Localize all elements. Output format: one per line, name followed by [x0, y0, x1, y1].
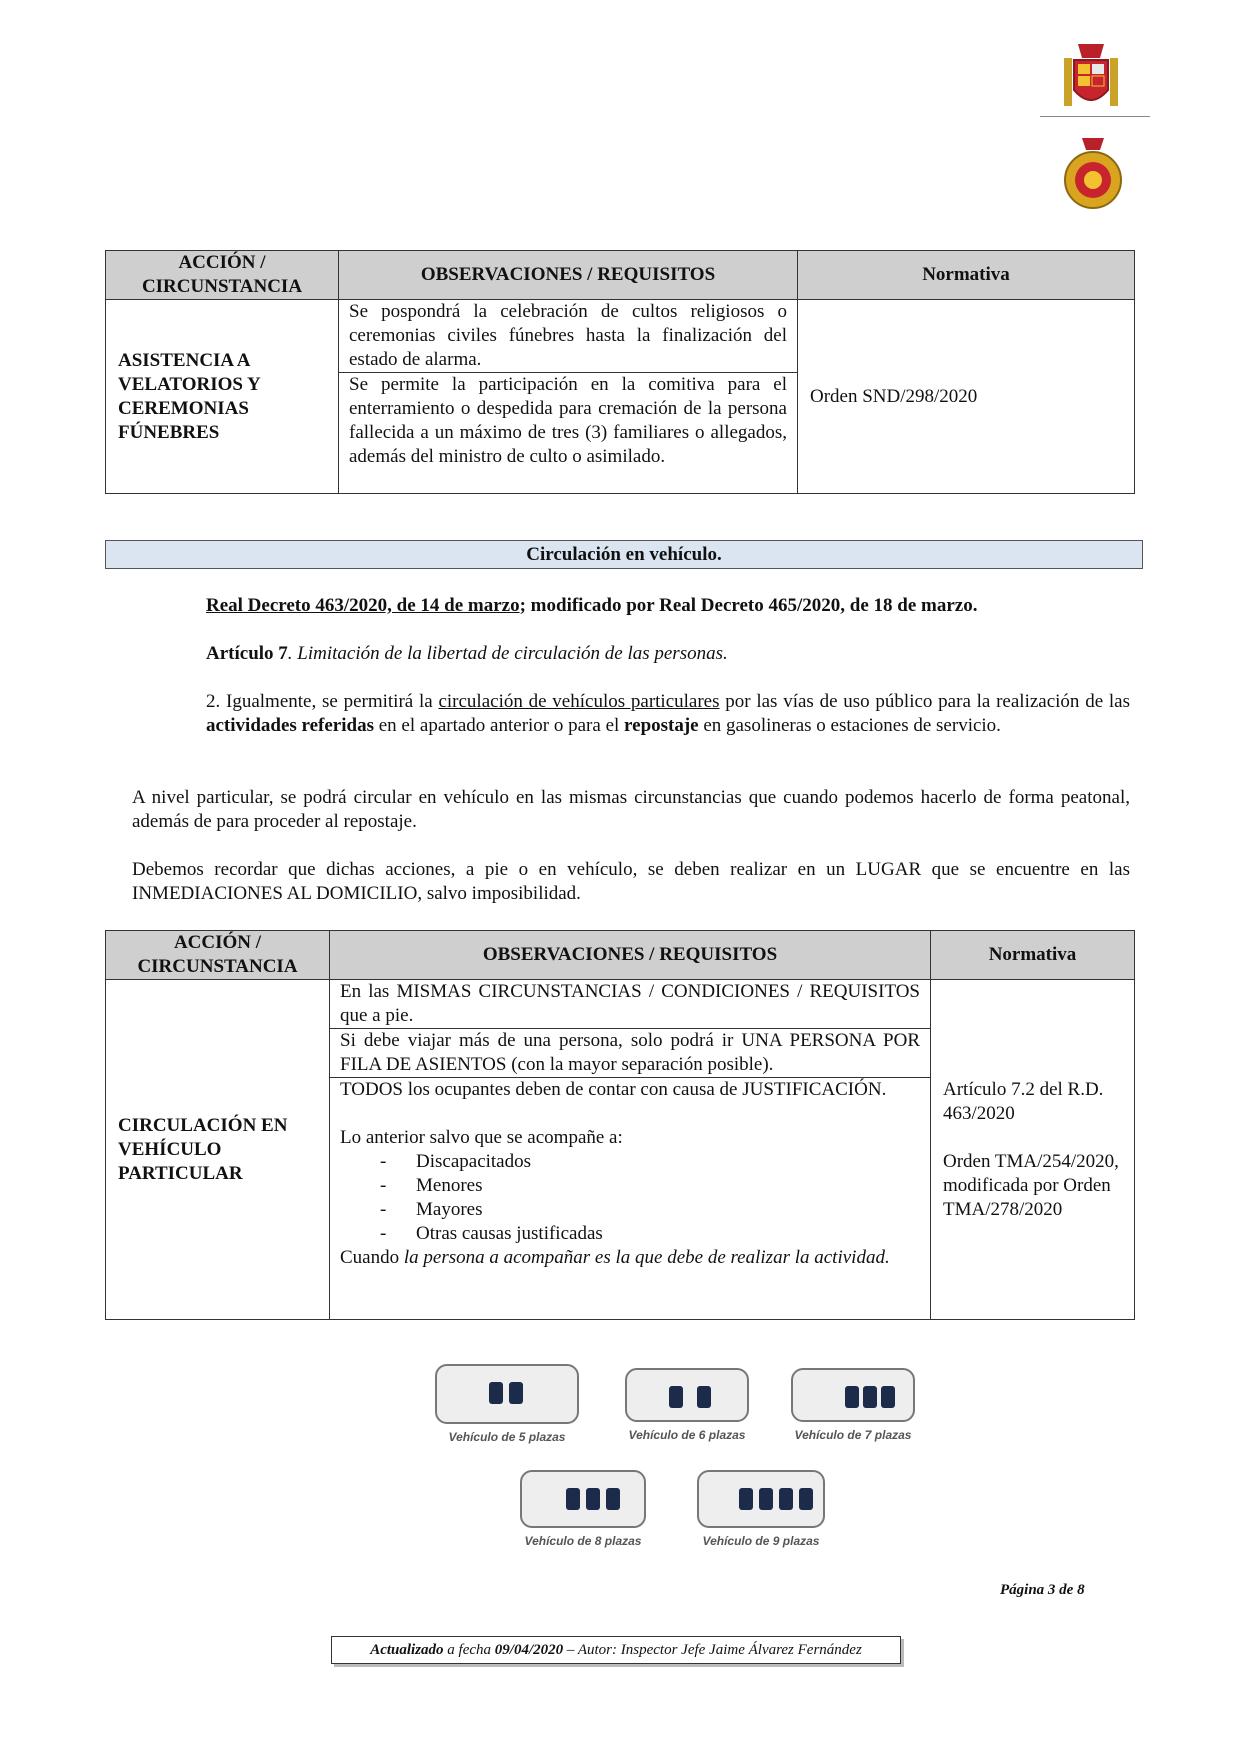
observation-item: Se permite la participación en la comitiva para el enterramiento o despedida para cremación de la persona fallecida a un máximo de tres (3) familiares o allegados, además del ministro de culto o asimilado.	[349, 374, 787, 467]
text-run-bold: 09/04/2020	[494, 1642, 564, 1658]
observation-item: En las MISMAS CIRCUNSTANCIAS / CONDICIONES / REQUISITOS que a pie.	[330, 980, 930, 1029]
text-run-bold: repostaje	[624, 715, 699, 736]
car-icon	[520, 1470, 646, 1528]
exceptions-list	[340, 1150, 920, 1246]
normativa-cell	[931, 980, 1135, 1320]
observations-cell	[330, 980, 931, 1320]
vehicle-caption: Vehículo de 8 plazas	[524, 1534, 642, 1548]
text-run: por las vías de uso público para la realización de las	[719, 691, 1130, 712]
vehicle-diagram	[612, 1368, 762, 1442]
decree-title-rest: ; modificado por Real Decreto 465/2020, de 18 de marzo.	[519, 595, 978, 616]
header-normativa: Normativa	[931, 931, 1135, 980]
section-banner: Circulación en vehículo.	[105, 540, 1143, 569]
observation-item: Se pospondrá la celebración de cultos religiosos o ceremonias civiles fúnebres hasta la finalización del estado de alarma.	[339, 300, 797, 373]
text-run: 2. Igualmente, se permitirá la	[206, 691, 439, 712]
header-accion: ACCIÓN / CIRCUNSTANCIA	[106, 931, 330, 980]
article-label: Artículo 7	[206, 643, 288, 664]
article-paragraph	[206, 690, 1130, 738]
vehicle-caption: Vehículo de 9 plazas	[702, 1534, 820, 1548]
header-divider	[1040, 116, 1150, 117]
list-item: - Menores	[380, 1174, 920, 1198]
vehicle-caption: Vehículo de 7 plazas	[794, 1428, 912, 1442]
text-run: – Autor: Inspector Jefe Jaime Álvarez Fernández	[563, 1642, 862, 1658]
text-run: en gasolineras o estaciones de servicio.	[698, 715, 1001, 736]
list-item: - Discapacitados	[380, 1150, 920, 1174]
text-run-bold: actividades referidas	[206, 715, 374, 736]
car-icon	[435, 1364, 579, 1424]
list-item: - Mayores	[380, 1198, 920, 1222]
vehicle-diagram	[432, 1364, 582, 1444]
normativa-cell: Orden SND/298/2020	[798, 300, 1135, 494]
observation-text	[340, 1246, 920, 1270]
normativa-item: Orden TMA/254/2020, modificada por Orden TMA/278/2020	[943, 1150, 1119, 1220]
vehicle-caption: Vehículo de 6 plazas	[628, 1428, 746, 1442]
text-run: a fecha	[443, 1642, 495, 1658]
footer-box	[331, 1636, 901, 1664]
body-paragraph: Debemos recordar que dichas acciones, a pie o en vehículo, se deben realizar en un LUGAR que se encuentre en las INMEDIACIONES AL DOMICILIO, salvo imposibilidad.	[132, 859, 1130, 904]
car-icon	[791, 1368, 915, 1422]
header-observaciones: OBSERVACIONES / REQUISITOS	[330, 931, 931, 980]
text-run: en el apartado anterior o para el	[374, 715, 625, 736]
vehicle-diagram	[778, 1368, 928, 1442]
spain-coat-of-arms-logo	[1060, 38, 1122, 116]
table-velatorios	[105, 250, 1135, 494]
table-vehiculo	[105, 930, 1135, 1320]
text-run-italic: la persona a acompañar es la que debe de realizar la actividad.	[403, 1247, 890, 1268]
article-heading	[206, 642, 1136, 666]
vehicle-diagram	[686, 1470, 836, 1548]
car-icon	[697, 1470, 825, 1528]
article-title: . Limitación de la libertad de circulación de las personas.	[287, 643, 728, 664]
vehicle-diagram	[508, 1470, 658, 1548]
header-normativa: Normativa	[798, 251, 1135, 300]
action-cell: ASISTENCIA A VELATORIOS Y CEREMONIAS FÚNEBRES	[106, 300, 339, 494]
body-paragraph: A nivel particular, se podrá circular en vehículo en las mismas circunstancias que cuando podemos hacerlo de forma peatonal, además de para proceder al repostaje.	[132, 787, 1130, 832]
text-run: Cuando	[340, 1247, 404, 1268]
observation-item	[330, 1078, 930, 1270]
normativa-item: Artículo 7.2 del R.D. 463/2020	[943, 1078, 1104, 1124]
car-icon	[625, 1368, 749, 1422]
observations-cell	[339, 300, 798, 494]
page-number: Página 3 de 8	[1000, 1582, 1085, 1598]
vehicle-caption: Vehículo de 5 plazas	[448, 1430, 566, 1444]
observation-item: Si debe viajar más de una persona, solo podrá ir UNA PERSONA POR FILA DE ASIENTOS (con la mayor separación posible).	[330, 1029, 930, 1078]
header-accion: ACCIÓN / CIRCUNSTANCIA	[106, 251, 339, 300]
policia-nacional-badge-logo	[1062, 134, 1124, 212]
text-run-bold: Actualizado	[370, 1642, 444, 1658]
list-item: - Otras causas justificadas	[380, 1222, 920, 1246]
decree-title-underlined: Real Decreto 463/2020, de 14 de marzo	[206, 595, 520, 616]
header-observaciones: OBSERVACIONES / REQUISITOS	[339, 251, 798, 300]
text-run-underlined: circulación de vehículos particulares	[438, 691, 720, 712]
observation-text: TODOS los ocupantes deben de contar con causa de JUSTIFICACIÓN.	[340, 1079, 887, 1100]
decree-title	[206, 594, 1136, 618]
observation-text: Lo anterior salvo que se acompañe a:	[340, 1127, 623, 1148]
action-cell: CIRCULACIÓN EN VEHÍCULO PARTICULAR	[106, 980, 330, 1320]
